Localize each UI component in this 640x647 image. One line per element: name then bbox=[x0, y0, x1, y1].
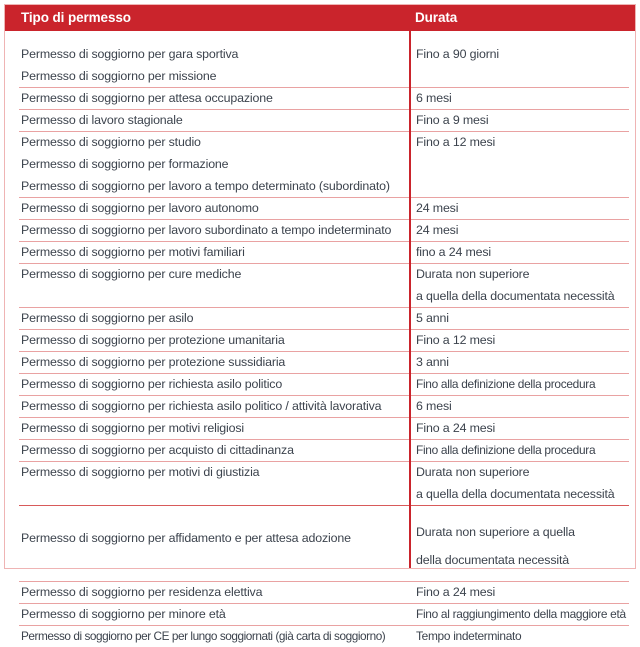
duration-line: della documentata necessità bbox=[416, 553, 569, 567]
cell-duration bbox=[409, 439, 635, 461]
cell-type bbox=[5, 351, 409, 373]
column-divider-rule bbox=[409, 31, 411, 568]
table-row bbox=[5, 307, 635, 329]
cell-duration bbox=[409, 43, 635, 87]
duration-line: 24 mesi bbox=[416, 223, 459, 237]
type-line: Permesso di soggiorno per affidamento e per attesa adozione bbox=[21, 531, 351, 545]
cell-type bbox=[5, 43, 409, 87]
type-line: Permesso di soggiorno per minore età bbox=[21, 607, 226, 621]
cell-duration bbox=[409, 131, 635, 197]
cell-type bbox=[5, 373, 409, 395]
table-header-row bbox=[5, 5, 635, 31]
cell-duration bbox=[409, 329, 635, 351]
cell-duration bbox=[409, 625, 635, 647]
table-row bbox=[5, 87, 635, 109]
cell-type bbox=[5, 417, 409, 439]
duration-line: a quella della documentata necessità bbox=[416, 487, 615, 501]
duration-line: Fino al raggiungimento della maggiore età bbox=[416, 607, 626, 621]
table-row bbox=[5, 109, 635, 131]
duration-line: Tempo indeterminato bbox=[416, 629, 522, 643]
permit-types-table bbox=[4, 4, 636, 643]
type-line: Permesso di soggiorno per motivi religiosi bbox=[21, 421, 245, 435]
duration-line: Fino a 12 mesi bbox=[416, 135, 496, 149]
table-row bbox=[5, 461, 635, 505]
cell-duration bbox=[409, 87, 635, 109]
type-line: Permesso di soggiorno per studio bbox=[21, 135, 201, 149]
table-row bbox=[5, 603, 635, 625]
cell-type bbox=[5, 307, 409, 329]
cell-duration bbox=[409, 461, 635, 505]
cell-duration bbox=[409, 603, 635, 625]
cell-type bbox=[5, 439, 409, 461]
table-row bbox=[5, 439, 635, 461]
cell-duration bbox=[409, 219, 635, 241]
type-line: Permesso di soggiorno per motivi familiari bbox=[21, 245, 245, 259]
type-line: Permesso di soggiorno per protezione umanitaria bbox=[21, 333, 285, 347]
type-line: Permesso di soggiorno per acquisto di cittadinanza bbox=[21, 443, 294, 457]
type-line: Permesso di soggiorno per protezione sussidiaria bbox=[21, 355, 286, 369]
table-row bbox=[5, 329, 635, 351]
duration-line: fino a 24 mesi bbox=[416, 245, 492, 259]
cell-type bbox=[5, 241, 409, 263]
table-row bbox=[5, 373, 635, 395]
type-line: Permesso di soggiorno per lavoro subordinato a tempo indeterminato bbox=[21, 223, 392, 237]
cell-type bbox=[5, 461, 409, 505]
cell-type bbox=[5, 197, 409, 219]
table-row bbox=[5, 417, 635, 439]
type-line: Permesso di soggiorno per lavoro a tempo determinato (subordinato) bbox=[21, 179, 390, 193]
duration-line: a quella della documentata necessità bbox=[416, 289, 615, 303]
type-line: Permesso di soggiorno per richiesta asilo politico bbox=[21, 377, 283, 391]
duration-line: Fino a 24 mesi bbox=[416, 421, 496, 435]
type-line: Permesso di soggiorno per CE per lungo soggiornati (già carta di soggiorno) bbox=[21, 629, 386, 643]
cell-type bbox=[5, 517, 409, 571]
type-line: Permesso di soggiorno per richiesta asilo politico / attività lavorativa bbox=[21, 399, 382, 413]
cell-type bbox=[5, 219, 409, 241]
type-line: Permesso di soggiorno per motivi di giustizia bbox=[21, 465, 260, 479]
duration-line: Durata non superiore bbox=[416, 267, 530, 281]
cell-duration bbox=[409, 517, 635, 571]
cell-type bbox=[5, 395, 409, 417]
type-line: Permesso di soggiorno per attesa occupazione bbox=[21, 91, 273, 105]
duration-line: Durata non superiore bbox=[416, 465, 530, 479]
duration-line: Durata non superiore a quella bbox=[416, 525, 575, 539]
duration-line: 3 anni bbox=[416, 355, 449, 369]
type-line: Permesso di soggiorno per cure mediche bbox=[21, 267, 242, 281]
table-row bbox=[5, 581, 635, 603]
cell-duration bbox=[409, 351, 635, 373]
table-row bbox=[5, 505, 635, 581]
table-row bbox=[5, 625, 635, 647]
duration-line: Fino a 24 mesi bbox=[416, 585, 496, 599]
table-row bbox=[5, 131, 635, 197]
column-header-type: Tipo di permesso bbox=[21, 10, 131, 25]
duration-line: Fino a 9 mesi bbox=[416, 113, 489, 127]
cell-duration bbox=[409, 373, 635, 395]
duration-line: Fino alla definizione della procedura bbox=[416, 443, 596, 457]
duration-line: 24 mesi bbox=[416, 201, 459, 215]
type-line: Permesso di lavoro stagionale bbox=[21, 113, 183, 127]
cell-duration bbox=[409, 307, 635, 329]
duration-line: 5 anni bbox=[416, 311, 449, 325]
type-line: Permesso di soggiorno per residenza elettiva bbox=[21, 585, 263, 599]
table-row bbox=[5, 219, 635, 241]
type-line: Permesso di soggiorno per lavoro autonomo bbox=[21, 201, 259, 215]
cell-duration bbox=[409, 581, 635, 603]
cell-duration bbox=[409, 417, 635, 439]
duration-line: Fino a 12 mesi bbox=[416, 333, 496, 347]
table-row bbox=[5, 263, 635, 307]
cell-duration bbox=[409, 197, 635, 219]
type-line: Permesso di soggiorno per gara sportiva bbox=[21, 47, 239, 61]
duration-line: 6 mesi bbox=[416, 91, 452, 105]
cell-type bbox=[5, 329, 409, 351]
cell-type bbox=[5, 131, 409, 197]
cell-type bbox=[5, 603, 409, 625]
duration-line: Fino alla definizione della procedura bbox=[416, 377, 596, 391]
cell-type bbox=[5, 581, 409, 603]
table-row bbox=[5, 31, 635, 87]
table-row bbox=[5, 395, 635, 417]
type-line: Permesso di soggiorno per missione bbox=[21, 69, 217, 83]
cell-duration bbox=[409, 395, 635, 417]
cell-duration bbox=[409, 109, 635, 131]
duration-line: Fino a 90 giorni bbox=[416, 47, 500, 61]
table-row bbox=[5, 241, 635, 263]
type-line: Permesso di soggiorno per asilo bbox=[21, 311, 194, 325]
type-line: Permesso di soggiorno per formazione bbox=[21, 157, 229, 171]
duration-line: 6 mesi bbox=[416, 399, 452, 413]
table-body bbox=[5, 31, 635, 643]
cell-duration bbox=[409, 263, 635, 307]
cell-duration bbox=[409, 241, 635, 263]
table-row bbox=[5, 197, 635, 219]
cell-type bbox=[5, 625, 409, 647]
cell-type bbox=[5, 263, 409, 307]
column-header-duration: Durata bbox=[415, 10, 458, 25]
table-row bbox=[5, 351, 635, 373]
cell-type bbox=[5, 87, 409, 109]
cell-type bbox=[5, 109, 409, 131]
